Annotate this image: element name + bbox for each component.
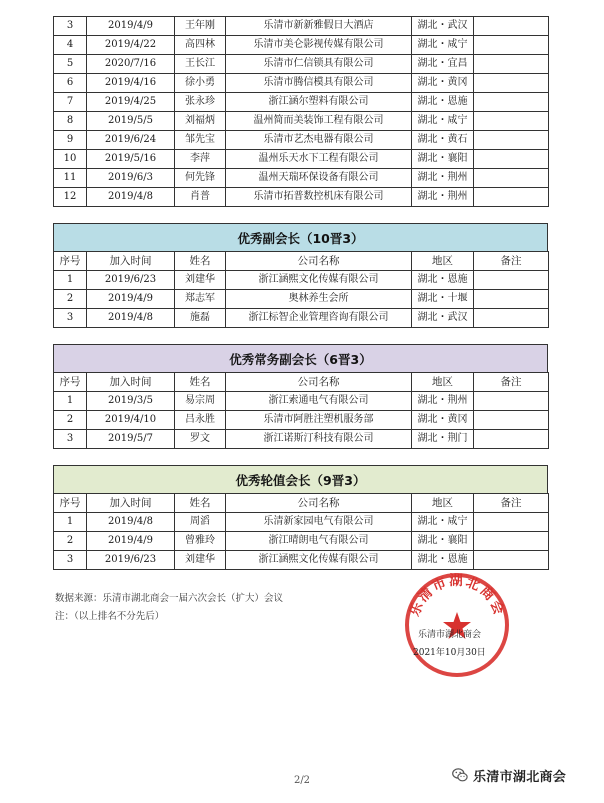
cell-region: 湖北・荆州 — [412, 169, 474, 188]
cell-region: 湖北・荆州 — [412, 392, 474, 411]
cell-no: 3 — [54, 17, 87, 36]
cell-name: 施磊 — [175, 309, 226, 328]
cell-no: 5 — [54, 55, 87, 74]
cell-note — [474, 36, 549, 55]
table-row — [54, 551, 549, 570]
table-row — [54, 17, 549, 36]
cell-region: 湖北・咸宁 — [412, 36, 474, 55]
ranking-remark: 注：（以上排名不分先后） — [55, 611, 165, 622]
cell-date: 2019/4/8 — [87, 309, 175, 328]
cell-company: 乐清市腾信模具有限公司 — [226, 74, 412, 93]
cell-name: 易宗周 — [175, 392, 226, 411]
cell-date: 2019/4/9 — [87, 532, 175, 551]
table-row — [54, 430, 549, 449]
cell-region: 湖北・恩施 — [412, 93, 474, 112]
seal-arc-text: 乐清市湖北商会 — [406, 573, 508, 619]
table-row — [54, 411, 549, 430]
cell-company: 乐清市阿胜注塑机服务部 — [226, 411, 412, 430]
cell-date: 2019/3/5 — [87, 392, 175, 411]
cell-no: 2 — [54, 532, 87, 551]
table-header-row — [54, 373, 549, 392]
cell-date: 2020/7/16 — [87, 55, 175, 74]
cell-name: 郑志军 — [175, 290, 226, 309]
cell-region: 湖北・十堰 — [412, 290, 474, 309]
table-row — [54, 112, 549, 131]
cell-name: 刘建华 — [175, 271, 226, 290]
cell-name: 罗文 — [175, 430, 226, 449]
cell-company: 奥林养生会所 — [226, 290, 412, 309]
data-source-note: 数据来源：乐清市湖北商会一届六次会长（扩大）会议 — [55, 593, 284, 604]
column-header-region: 地区 — [412, 494, 474, 513]
cell-region: 湖北・咸宁 — [412, 112, 474, 131]
column-header-company: 公司名称 — [226, 252, 412, 271]
cell-company: 浙江诺斯汀科技有限公司 — [226, 430, 412, 449]
table-row — [54, 309, 549, 328]
cell-name: 周滔 — [175, 513, 226, 532]
cell-name: 张永珍 — [175, 93, 226, 112]
table-row — [54, 150, 549, 169]
cell-name: 吕永胜 — [175, 411, 226, 430]
cell-company: 乐清市仁信锁具有限公司 — [226, 55, 412, 74]
table-row — [54, 74, 549, 93]
cell-date: 2019/6/23 — [87, 551, 175, 570]
table-row — [54, 36, 549, 55]
wechat-icon — [452, 767, 468, 783]
cell-company: 浙江涵熙文化传媒有限公司 — [226, 271, 412, 290]
cell-date: 2019/4/9 — [87, 17, 175, 36]
table-row — [54, 169, 549, 188]
section-title-vice-president: 优秀副会长（10晋3） — [53, 223, 548, 252]
cell-no: 2 — [54, 290, 87, 309]
cell-no: 8 — [54, 112, 87, 131]
cell-no: 1 — [54, 513, 87, 532]
cell-no: 9 — [54, 131, 87, 150]
cell-date: 2019/4/22 — [87, 36, 175, 55]
section-table-rotating-president — [53, 493, 549, 570]
cell-no: 1 — [54, 271, 87, 290]
table-row — [54, 532, 549, 551]
column-header-note: 备注 — [474, 494, 549, 513]
cell-date: 2019/4/8 — [87, 513, 175, 532]
cell-note — [474, 93, 549, 112]
cell-date: 2019/4/16 — [87, 74, 175, 93]
table-header-row — [54, 252, 549, 271]
cell-name: 王长江 — [175, 55, 226, 74]
cell-note — [474, 74, 549, 93]
watermark-text: 乐清市湖北商会 — [473, 769, 567, 785]
cell-no: 3 — [54, 309, 87, 328]
cell-note — [474, 188, 549, 207]
signer-name: 乐清市湖北商会 — [418, 630, 482, 640]
cell-company: 浙江标智企业管理咨询有限公司 — [226, 309, 412, 328]
sign-date: 2021年10月30日 — [413, 648, 486, 658]
column-header-no: 序号 — [54, 373, 87, 392]
table-row — [54, 131, 549, 150]
cell-note — [474, 169, 549, 188]
cell-region: 湖北・黄冈 — [412, 411, 474, 430]
cell-region: 湖北・恩施 — [412, 271, 474, 290]
cell-region: 湖北・武汉 — [412, 17, 474, 36]
cell-note — [474, 112, 549, 131]
cell-no: 12 — [54, 188, 87, 207]
cell-no: 6 — [54, 74, 87, 93]
cell-company: 温州天瑞环保设备有限公司 — [226, 169, 412, 188]
svg-text:乐清市湖北商会 — [407, 572, 509, 618]
cell-note — [474, 55, 549, 74]
cell-company: 乐清市拓普数控机床有限公司 — [226, 188, 412, 207]
cell-date: 2019/6/24 — [87, 131, 175, 150]
cell-no: 3 — [54, 551, 87, 570]
cell-no: 10 — [54, 150, 87, 169]
table-row — [54, 392, 549, 411]
cell-no: 4 — [54, 36, 87, 55]
column-header-date: 加入时间 — [87, 373, 175, 392]
table-row — [54, 513, 549, 532]
cell-region: 湖北・黄石 — [412, 131, 474, 150]
column-header-no: 序号 — [54, 494, 87, 513]
cell-date: 2019/6/3 — [87, 169, 175, 188]
official-seal — [402, 570, 512, 680]
table-row — [54, 271, 549, 290]
cell-company: 温州简而美装饰工程有限公司 — [226, 112, 412, 131]
cell-name: 徐小勇 — [175, 74, 226, 93]
cell-name: 何先锋 — [175, 169, 226, 188]
column-header-note: 备注 — [474, 373, 549, 392]
cell-date: 2019/5/5 — [87, 112, 175, 131]
page-number: 2/2 — [293, 775, 311, 786]
section-title-rotating-president: 优秀轮值会长（9晋3） — [53, 465, 548, 494]
cell-date: 2019/6/23 — [87, 271, 175, 290]
cell-company: 浙江晴朗电气有限公司 — [226, 532, 412, 551]
column-header-name: 姓名 — [175, 252, 226, 271]
cell-region: 湖北・荆州 — [412, 188, 474, 207]
cell-no: 1 — [54, 392, 87, 411]
table-row — [54, 55, 549, 74]
cell-note — [474, 131, 549, 150]
cell-note — [474, 392, 549, 411]
cell-date: 2019/4/9 — [87, 290, 175, 309]
cell-note — [474, 290, 549, 309]
section-title-executive-vice-president: 优秀常务副会长（6晋3） — [53, 344, 548, 373]
table-row — [54, 290, 549, 309]
cell-company: 乐清市新新雅假日大酒店 — [226, 17, 412, 36]
cell-region: 湖北・咸宁 — [412, 513, 474, 532]
cell-company: 浙江索通电气有限公司 — [226, 392, 412, 411]
cell-company: 乐清新家园电气有限公司 — [226, 513, 412, 532]
column-header-region: 地区 — [412, 252, 474, 271]
cell-note — [474, 271, 549, 290]
cell-note — [474, 430, 549, 449]
cell-note — [474, 513, 549, 532]
cell-name: 邹先宝 — [175, 131, 226, 150]
table-row — [54, 188, 549, 207]
section-table-vice-president — [53, 251, 549, 328]
cell-region: 湖北・武汉 — [412, 309, 474, 328]
cell-note — [474, 17, 549, 36]
cell-note — [474, 309, 549, 328]
section-table-executive-vice-president — [53, 372, 549, 449]
column-header-date: 加入时间 — [87, 494, 175, 513]
cell-region: 湖北・襄阳 — [412, 532, 474, 551]
cell-date: 2019/4/8 — [87, 188, 175, 207]
cell-date: 2019/5/7 — [87, 430, 175, 449]
column-header-company: 公司名称 — [226, 373, 412, 392]
cell-region: 湖北・宜昌 — [412, 55, 474, 74]
watermark — [452, 765, 566, 785]
cell-region: 湖北・黄冈 — [412, 74, 474, 93]
cell-note — [474, 150, 549, 169]
cell-name: 高四林 — [175, 36, 226, 55]
cell-no: 2 — [54, 411, 87, 430]
column-header-no: 序号 — [54, 252, 87, 271]
column-header-note: 备注 — [474, 252, 549, 271]
cell-name: 王年刚 — [175, 17, 226, 36]
cell-name: 李萍 — [175, 150, 226, 169]
cell-company: 浙江涵尔塑料有限公司 — [226, 93, 412, 112]
cell-date: 2019/5/16 — [87, 150, 175, 169]
cell-no: 7 — [54, 93, 87, 112]
column-header-company: 公司名称 — [226, 494, 412, 513]
column-header-region: 地区 — [412, 373, 474, 392]
cell-region: 湖北・恩施 — [412, 551, 474, 570]
cell-name: 曾雅玲 — [175, 532, 226, 551]
cell-name: 刘建华 — [175, 551, 226, 570]
cell-note — [474, 532, 549, 551]
cell-date: 2019/4/10 — [87, 411, 175, 430]
cell-name: 肖普 — [175, 188, 226, 207]
cell-company: 乐清市美仑影视传媒有限公司 — [226, 36, 412, 55]
cell-company: 温州乐天水下工程有限公司 — [226, 150, 412, 169]
cell-name: 刘福炳 — [175, 112, 226, 131]
column-header-date: 加入时间 — [87, 252, 175, 271]
cell-company: 浙江涵熙文化传媒有限公司 — [226, 551, 412, 570]
cell-note — [474, 411, 549, 430]
cell-no: 3 — [54, 430, 87, 449]
column-header-name: 姓名 — [175, 373, 226, 392]
table-header-row — [54, 494, 549, 513]
top-member-table — [53, 16, 549, 207]
cell-date: 2019/4/25 — [87, 93, 175, 112]
column-header-name: 姓名 — [175, 494, 226, 513]
table-row — [54, 93, 549, 112]
cell-company: 乐清市艺杰电器有限公司 — [226, 131, 412, 150]
cell-no: 11 — [54, 169, 87, 188]
cell-note — [474, 551, 549, 570]
cell-region: 湖北・荆门 — [412, 430, 474, 449]
cell-region: 湖北・襄阳 — [412, 150, 474, 169]
